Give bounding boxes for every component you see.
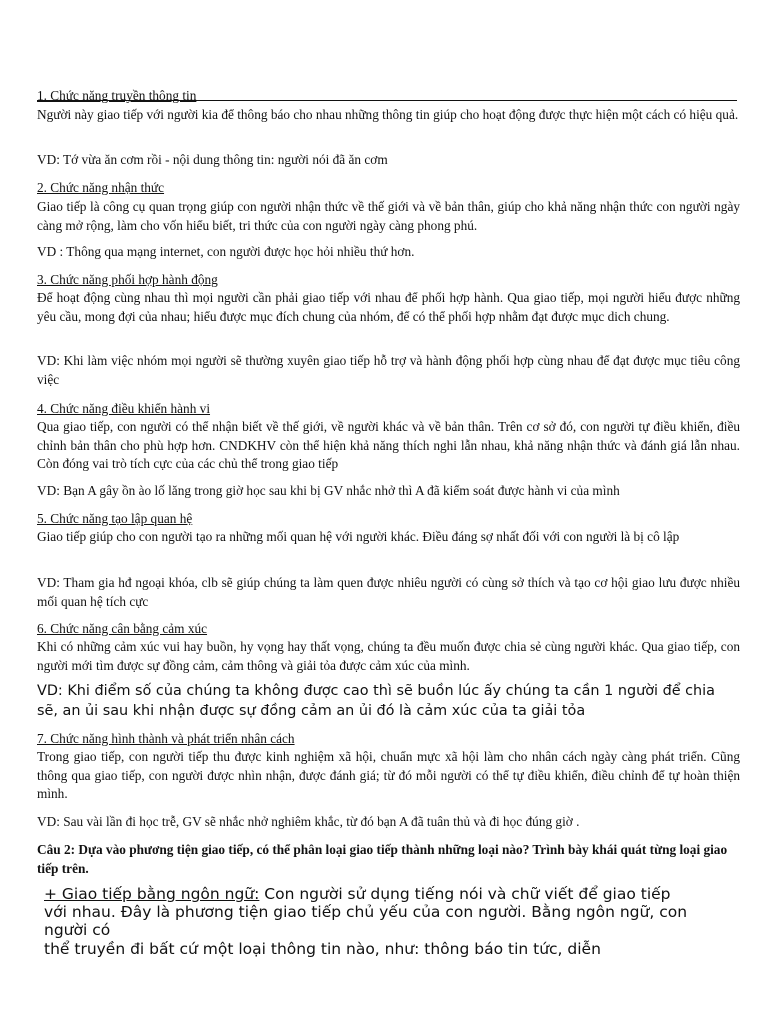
section-2-body: Giao tiếp là công cụ quan trọng giúp con người nhận thức về thế giới và về bản thân, giúp cho khả năng nhận thức con người ngày càng mở rộng, làm cho vốn hiểu biết, tri thức của con người ngày càng phong phú. xyxy=(37,199,740,233)
section-6-body: Khi có những cảm xúc vui hay buồn, hy vọng hay thất vọng, chúng ta đều muốn được chia sẻ cùng người khác. Qua giao tiếp, con người mới tìm được sự đồng cảm, cảm thông và giải tỏa được cảm xúc của mình. xyxy=(37,639,740,673)
section-5-example: VD: Tham gia hđ ngoại khóa, clb sẽ giúp chúng ta làm quen được nhiêu người có cùng sở thích và tạo cơ hội giao lưu được nhiều mối quan hệ tích cực xyxy=(37,575,740,609)
answer-line-1-text: Con người sử dụng tiếng nói và chữ viết để giao tiếp xyxy=(259,885,671,903)
section-3-body: Để hoạt động cùng nhau thì mọi người cần phải giao tiếp với nhau để phối hợp hành. Qua giao tiếp, mọi người hiểu được những yêu cầu, mong đợi của nhau; hiểu được mục đích chung của nhóm, để có thể phối hợp nhằm đạt được mục dich chung. xyxy=(37,290,740,324)
section-4-example: VD: Bạn A gây ồn ào lố lăng trong giờ học sau khi bị GV nhắc nhở thì A đã kiểm soát được hành vi của mình xyxy=(37,483,620,498)
answer-paragraph xyxy=(44,885,734,958)
section-2-example: VD : Thông qua mạng internet, con người được học hỏi nhiều thứ hơn. xyxy=(37,244,415,259)
answer-line-1 xyxy=(44,885,734,903)
heading-underline-rule xyxy=(37,100,737,101)
section-5-heading: 5. Chức năng tạo lập quan hệ xyxy=(37,511,193,526)
section-3-example: VD: Khi làm việc nhóm mọi người sẽ thường xuyên giao tiếp hỗ trợ và hành động phối hợp cùng nhau để đạt được mục tiêu công việc xyxy=(37,353,740,387)
answer-line-3: thể truyền đi bất cứ một loại thông tin nào, như: thông báo tin tức, diễn xyxy=(44,939,601,958)
section-2-heading: 2. Chức năng nhận thức xyxy=(37,180,165,195)
section-6-example: VD: Khi điểm số của chúng ta không được cao thì sẽ buồn lúc ấy chúng ta cần 1 người để chia sẽ, an ủi sau khi nhận được sự đồng cảm an ủi đó là cảm xúc của ta giải tỏa xyxy=(37,683,715,719)
section-1-example: VD: Tớ vừa ăn cơm rồi - nội dung thông tin: người nói đã ăn cơm xyxy=(37,152,388,167)
answer-label: + Giao tiếp bằng ngôn ngữ: xyxy=(44,885,260,903)
section-3-heading: 3. Chức năng phối hợp hành động xyxy=(37,272,218,287)
section-4-body: Qua giao tiếp, con người có thể nhận biết về thế giới, về người khác và về bản thân. Trên cơ sở đó, con người tự điều khiển, điều chỉnh bản thân cho phù hợp hơn. CNDKHV còn thể hiện khả năng thích nghi lẫn nhau, khả năng nhận thức và đánh giá lẫn nhau. Còn đóng vai trò tích cực của các chủ thể trong giao tiếp xyxy=(37,419,740,472)
question-2-heading: Câu 2: Dựa vào phương tiện giao tiếp, có thể phân loại giao tiếp thành những loại nào? Trình bày khái quát từng loại giao tiếp trên. xyxy=(37,842,728,876)
section-7-body: Trong giao tiếp, con người tiếp thu được kinh nghiệm xã hội, chuẩn mực xã hội làm cho nhân cách ngày càng phát triển. Cũng thông qua giao tiếp, con người được nhìn nhận, được đánh giá; từ đó mỗi người có thể tự điều khiển, điều chỉnh để tự hoàn thiện mình. xyxy=(37,749,740,802)
section-5-body: Giao tiếp giúp cho con người tạo ra những mối quan hệ với người khác. Điều đáng sợ nhất đối với con người là bị cô lập xyxy=(37,529,680,544)
section-7-heading: 7. Chức năng hình thành và phát triển nhân cách xyxy=(37,731,295,746)
section-1-heading: 1. Chức năng truyền thông tin xyxy=(37,88,197,103)
section-4-heading: 4. Chức năng điều khiển hành vi xyxy=(37,401,211,416)
answer-line-2: với nhau. Đây là phương tiện giao tiếp chủ yếu của con người. Bằng ngôn ngữ, con người có xyxy=(44,903,688,940)
section-6-heading: 6. Chức năng cân bằng cảm xúc xyxy=(37,621,208,636)
section-1-body: Người này giao tiếp với người kia để thông báo cho nhau những thông tin giúp cho hoạt động được thực hiện một cách có hiệu quả. xyxy=(37,107,739,122)
section-7-example: VD: Sau vài lần đi học trễ, GV sẽ nhắc nhở nghiêm khắc, từ đó bạn A đã tuân thủ và đi học đúng giờ . xyxy=(37,814,580,829)
